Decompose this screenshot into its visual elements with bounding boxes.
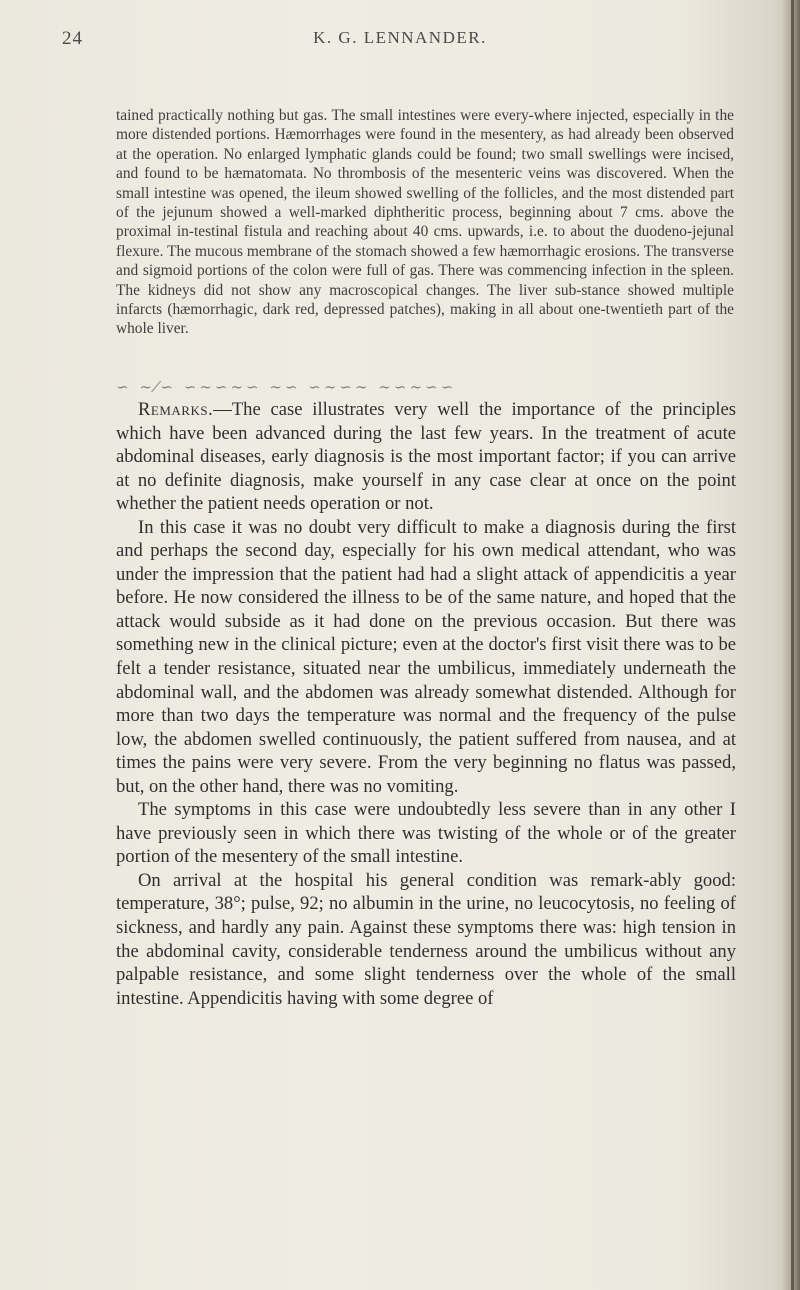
page-number: 24 bbox=[62, 28, 83, 49]
remarks-paragraph-3: The symptoms in this case were undoubtedly less severe than in any other I have previously seen in which there was twisting of the whole or of the greater portion of the mesentery of the small intestine. bbox=[116, 799, 736, 868]
remarks-paragraph-1-text: —The case illustrates very well the importance of the principles which have been advanced during the last few years. In the treatment of acute abdominal diseases, early diagnosis is the most important factor; if you can arrive at no definite diagnosis, make yourself in any case clear at once on the point whether the patient needs operation or not. bbox=[116, 399, 736, 515]
remarks-paragraph-2: In this case it was no doubt very difficult to make a diagnosis during the first and perhaps the second day, especially for his own medical attendant, who was under the impression that the patient had had a slight attack of appendicitis a year before. He now considered the illness to be of the same nature, and hoped that the attack would subside as it had done on the previous occasion. But there was something new in the clinical picture; even at the doctor's first visit there was to be felt a tender resistance, situated near the umbilicus, immediately underneath the abdominal wall, and the abdomen was already somewhat distended. Although for more than two days the temperature was normal and the frequency of the pulse low, the abdomen swelled continuously, the patient suffered from nausea, and at times the pains were very severe. From the very beginning no flatus was passed, but, on the other hand, there was no vomiting. bbox=[116, 516, 736, 797]
remarks-paragraph-4: On arrival at the hospital his general condition was remark-ably good: temperature, 38°; pulse, 92; no albumin in the urine, no leucocytosis, no feeling of sickness, and hardly any pain. Against these symptoms there was: high tension in the abdominal cavity, considerable tenderness around the umbilicus without any palpable resistance, and some slight tenderness over the whole of the small intestine. Appendicitis having with some degree of bbox=[116, 869, 736, 1009]
remarks-paragraph-1 bbox=[116, 398, 736, 516]
remarks-section bbox=[116, 398, 736, 1010]
spine-edge bbox=[791, 0, 794, 1290]
case-report-paragraph: tained practically nothing but gas. The small intestines were every-where injected, especially in the more distended portions. Hæmorrhages were found in the mesentery, as had already been observed at the operation. No enlarged lymphatic glands could be found; two small swellings were incised, and found to be hæmatomata. No thrombosis of the mesenteric veins was discovered. When the small intestine was opened, the ileum showed swelling of the follicles, and the most distended part of the jejunum showed a well-marked diphtheritic process, beginning about 7 cms. above the proximal in-testinal fistula and reaching about 40 cms. upwards, i.e. to about the duodeno-jejunal flexure. The mucous membrane of the stomach showed a few hæmorrhagic erosions. The transverse and sigmoid portions of the colon were full of gas. There was commencing infection in the spleen. The kidneys did not show any macroscopical changes. The liver sub-stance showed multiple infarcts (hæmorrhagic, dark red, depressed patches), making in all about one-twentieth part of the whole liver. bbox=[116, 107, 734, 338]
running-head: K. G. LENNANDER. bbox=[313, 28, 487, 47]
case-report-text bbox=[116, 106, 734, 339]
handwritten-annotation: ∽ ∼⁄∽ ∽∼∽∼∽ ∼∽ ∽∼∽∼ ∼∽∼∽∽ bbox=[116, 378, 457, 396]
remarks-lead: Remarks. bbox=[138, 399, 214, 420]
